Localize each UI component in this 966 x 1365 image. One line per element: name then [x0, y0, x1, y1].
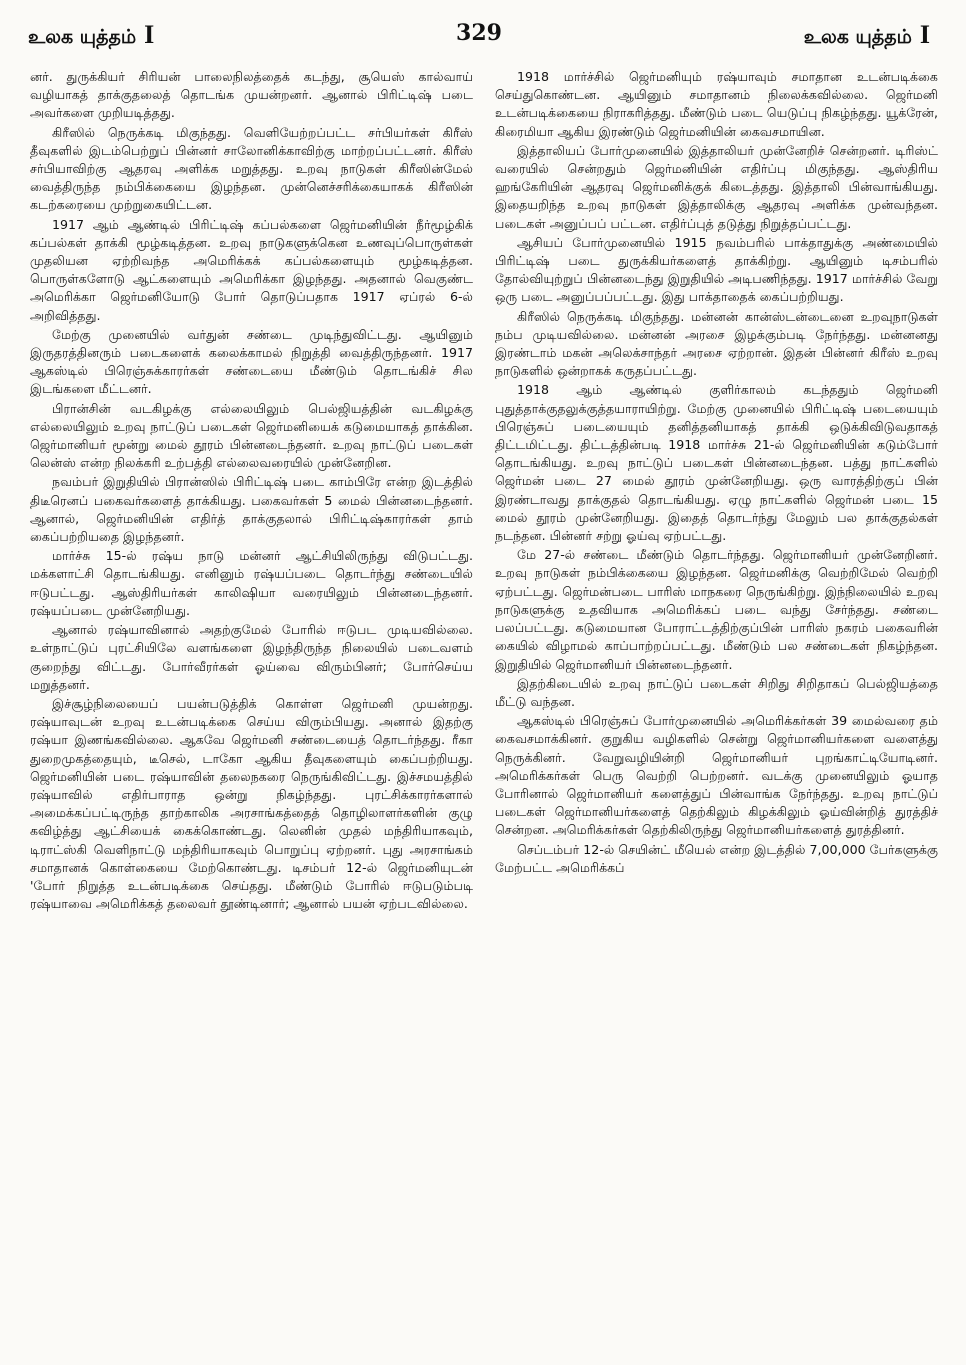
paragraph: இத்தாலியப் போர்முனையில் இத்தாலியர் முன்னேறிச் சென்றனர். டிரிஸ்ட் வரையில் சென்றதும் ஜெர்மனியின் எதிர்ப்பு மிகுந்தது. ஆஸ்திரிய ஹங்கேரியின் ஆதரவு ஜெர்மனிக்குக் கிடைத்தது. இத்தாலி பின்வாங்கியது. இதையறிந்த உறவு நாடுகள் இத்தாலிக்கு ஆதரவு அளிக்க முன்வந்தன. படைகள் அனுப்பப் பட்டன. எதிர்ப்புத் தடுத்து நிறுத்தப்பட்டது.: [495, 142, 938, 231]
paragraph: செப்டம்பர் 12-ல் செயின்ட் மீயெல் என்ற இடத்தில் 7,00,000 பேர்களுக்கு மேற்பட்ட அமெரிக்கப்: [495, 841, 938, 875]
paragraph: பிரான்சின் வடகிழக்கு எல்லையிலும் பெல்ஜியத்தின் வடகிழக்கு எல்லையிலும் உறவு நாட்டுப் படைகள் ஜெர்மனியைக் கடுமையாகத் தாக்கின. ஜெர்மானியர் மூன்று மைல் தூரம் பின்னடைந்தனர். உறவு நாட்டுப் படைகள் லென்ஸ் என்ற நிலக்கரி உற்பத்தி எல்லைவரையில் முன்னேறின.: [30, 400, 473, 471]
header-left-title-text: உலக யுத்தம்: [28, 26, 137, 48]
header-left-roman: I: [144, 20, 155, 49]
paragraph: கிரீஸில் நெருக்கடி மிகுந்தது. வெளியேற்றப்பட்ட சர்பியர்கள் கிரீஸ் தீவுகளில் இடம்பெற்றுப் பின்னர் சாலோனிக்காவிற்கு மாற்றப்பட்டனர். கிரீஸ் சர்பியாவிற்கு ஆதரவு அளிக்க மறுத்தது. உறவு நாடுகள் கிரீஸின்மேல் வைத்திருந்த நம்பிக்கையை இழந்தன. முன்னெச்சரிக்கையாகக் கிரீஸின் கடற்கரையை முற்றுகையிட்டன.: [30, 124, 473, 213]
paragraph: 1917 ஆம் ஆண்டில் பிரிட்டிஷ் கப்பல்களை ஜெர்மனியின் நீர்மூழ்கிக் கப்பல்கள் தாக்கி மூழ்கடித்தன. உறவு நாடுகளுக்கென உணவுப்பொருள்கள் முதலியன ஏற்றிவந்த அமெரிக்கக் கப்பல்களையும் மூழ்கடித்தன. பொருள்களோடு ஆட்களையும் அமெரிக்கா இழந்தது. அதனால் வெகுண்ட அமெரிக்கா ஜெர்மனியோடு போர் தொடுப்பதாக 1917 ஏப்ரல் 6-ல் அறிவித்தது.: [30, 216, 473, 323]
paragraph: மார்ச்சு 15-ல் ரஷ்ய நாடு மன்னர் ஆட்சியிலிருந்து விடுபட்டது. மக்களாட்சி தொடங்கியது. எனினும் ரஷ்யப்படை தொடர்ந்து சண்டையில் ஈடுபட்டது. ஆஸ்திரியர்கள் காலிஷியா வரையிலும் பின்னடைந்தனர். ரஷ்யப்படை முன்னேறியது.: [30, 548, 473, 618]
page-number: 329: [456, 20, 502, 46]
paragraph: ஆசியப் போர்முனையில் 1915 நவம்பரில் பாக்தாதுக்கு அண்மையில் பிரிட்டிஷ் படை துருக்கியர்களைத் தாக்கிற்று. ஆயினும் டிசம்பரில் தோல்வியுற்றுப் பின்னடைந்து இறுதியில் அடிபணிந்தது. 1917 மார்ச்சில் வேறு ஒரு படை அனுப்பப்பட்டது. இது பாக்தாதைக் கைப்பற்றியது.: [495, 234, 938, 305]
paragraph: னர். துருக்கியர் சிரியன் பாலைநிலத்தைக் கடந்து, சூயெஸ் கால்வாய் வழியாகத் தாக்குதலைத் தொடங்க முயன்றனர். ஆனால் பிரிட்டிஷ் படை அவர்களை முறியடித்தது.: [30, 69, 473, 121]
paragraph: மேற்கு முனையில் வர்துன் சண்டை முடிந்துவிட்டது. ஆயினும் இருதரத்தினரும் படைகளைக் கலைக்காமல் நிறுத்தி வைத்திருந்தனர். 1917 ஆகஸ்டில் பிரெஞ்சுக்காரர்கள் சண்டையை மீண்டும் தொடங்கிச் சில இடங்களை மீட்டனர்.: [30, 326, 473, 397]
left-column: [30, 68, 473, 1357]
header-right-title-text: உலக யுத்தம்: [803, 26, 912, 48]
paragraph: இச்சூழ்நிலையைப் பயன்படுத்திக் கொள்ள ஜெர்மனி முயன்றது. ரஷ்யாவுடன் உறவு உடன்படிக்கை செய்ய விரும்பியது. அனால் இதற்கு ரஷ்யா இணங்கவில்லை. ஆகவே ஜெர்மனி சண்டையைத் தொடர்ந்தது. ரீகா துறைமுகத்தையும், டீசெல், டாகோ ஆகிய தீவுகளையும் கைப்பற்றியது. ஜெர்மனியின் படை ரஷ்யாவின் தலைநகரை நெருங்கிவிட்டது. இச்சமயத்தில் ரஷ்யாவில் எதிர்பாராத ஒன்று நிகழ்ந்தது. புரட்சிக்காரர்களால் அமைக்கப்பட்டிருந்த தாற்காலிக அரசாங்கத்தைத் தொழிலாளர்களின் குழு கவிழ்த்து ஆட்சியைக் கைக்கொண்டது. லெனின் முதல் மந்திரியாகவும், டிராட்ஸ்கி வெளிநாட்டு மந்திரியாகவும் பொறுப்பு ஏற்றனர். புது அரசாங்கம் சமாதானக் கொள்கையை மேற்கொண்டது. டிசம்பர் 12-ல் ஜெர்மனியுடன் 'போர் நிறுத்த உடன்படிக்கை செய்தது. மீண்டும் போரில் ஈடுபடும்படி ரஷ்யாவை அமெரிக்கத் தலைவர் தூண்டினார்; ஆனால் பயன் ஏற்படவில்லை.: [30, 695, 473, 912]
running-head: [28, 20, 930, 64]
paragraph: 1918 ஆம் ஆண்டில் குளிர்காலம் கடந்ததும் ஜெர்மனி புதுத்தாக்குதலுக்குத்தயாராயிற்று. மேற்கு முனையில் பிரிட்டிஷ் படையையும் பிரெஞ்சுப் படையையும் தனித்தனியாகத் தாக்கி ஒடுக்கிவிடுவதாகத் திட்டமிட்டது. திட்டத்தின்படி 1918 மார்ச்சு 21-ல் ஜெர்மனியின் கடும்போர் தொடங்கியது. உறவு நாட்டுப் படைகள் பின்னடைந்தன. பத்து நாட்களில் ஜெர்மன் படை 27 மைல் தூரம் முன்னேறியது. ஒரு வாரத்திற்குப் பின் இரண்டாவது தாக்குதல் தொடங்கியது. ஏழு நாட்களில் ஜெர்மன் படை 15 மைல் தூரம் முன்னேறியது. இதைத் தொடர்ந்து மேலும் பல தாக்குதல்கள் நடந்தன. பின்னர் சற்று ஓய்வு ஏற்பட்டது.: [495, 382, 938, 544]
paragraph: ஆனால் ரஷ்யாவினால் அதற்குமேல் போரில் ஈடுபட முடியவில்லை. உள்நாட்டுப் புரட்சியிலே வளங்களை இழந்திருந்த நிலையில் படைவளம் குறைந்து விட்டது. போர்வீரர்கள் ஓய்வை விரும்பினர்; போர்செய்ய மறுத்தனர்.: [30, 622, 473, 692]
paragraph: இதற்கிடையில் உறவு நாட்டுப் படைகள் சிறிது சிறிதாகப் பெல்ஜியத்தை மீட்டு வந்தன.: [495, 675, 938, 709]
paragraph: மே 27-ல் சண்டை மீண்டும் தொடர்ந்தது. ஜெர்மானியர் முன்னேறினர். உறவு நாடுகள் நம்பிக்கையை இழந்தன. ஜெர்மனிக்கு வெற்றிமேல் வெற்றி ஏற்பட்டது. ஜெர்மன்படை பாரிஸ் மாநகரை நெருங்கிற்று. இந்நிலையில் உறவு நாடுகளுக்கு உதவியாக அமெரிக்கப் படை வந்து சேர்ந்தது. சண்டை பலப்பட்டது. கடுமையான போராட்டத்திற்குப்பின் பாரிஸ் நகரம் பகைவரின் கையில் விழாமல் காப்பாற்றப்பட்டது. மீண்டும் பல சண்டைகள் நிகழ்ந்தன. இறுதியில் ஜெர்மானியர் பின்னடைந்தனர்.: [495, 547, 938, 672]
article-body: [30, 68, 938, 1357]
header-right-title: [804, 20, 930, 51]
right-column: [495, 68, 938, 1357]
paragraph: நவம்பர் இறுதியில் பிரான்ஸில் பிரிட்டிஷ் படை காம்பிரே என்ற இடத்தில் திடீரெனப் பகைவர்களைத் தாக்கியது. பகைவர்கள் 5 மைல் பின்னடைந்தனர். ஆனால், ஜெர்மனியின் எதிர்த் தாக்குதலால் பிரிட்டிஷ்காரர்கள் தாம் கைப்பற்றியதை இழந்தனர்.: [30, 474, 473, 545]
paragraph: ஆகஸ்டில் பிரெஞ்சுப் போர்முனையில் அமெரிக்கர்கள் 39 மைல்வரை தம் கைவசமாக்கினர். குறுகிய வழிகளில் சென்று ஜெர்மானியர்களை வளைத்து நெருக்கினர். வேறுவழியின்றி ஜெர்மானியர் புறங்காட்டியோடினர். அமெரிக்கர்கள் பெரு வெற்றி பெற்றனர். வடக்கு முனையிலும் ஓயாத போரினால் ஜெர்மானியர் களைத்துப் பின்வாங்க நேர்ந்தது. உறவு நாட்டுப் படைகள் ஜெர்மானியர்களைத் தெற்கிலும் கிழக்கிலும் ஓய்வின்றித் துரத்திச் சென்றன. அமெரிக்கர்கள் தெற்கிலிருந்து ஜெர்மானியர்களைத் துரத்தினர்.: [495, 713, 938, 838]
paragraph: கிரீஸில் நெருக்கடி மிகுந்தது. மன்னன் கான்ஸ்டன்டைனை உறவுநாடுகள் நம்ப முடியவில்லை. மன்னன் அரசை இழக்கும்படி நேர்ந்தது. மன்னனது இரண்டாம் மகன் அலெக்சாந்தர் அரசை ஏற்றான். இதன் பின்னர் கிரீஸ் உறவு நாடுகளில் ஒன்றாகக் கருதப்பட்டது.: [495, 308, 938, 379]
header-right-roman: I: [919, 20, 930, 49]
paragraph: 1918 மார்ச்சில் ஜெர்மனியும் ரஷ்யாவும் சமாதான உடன்படிக்கை செய்துகொண்டன. ஆயினும் சமாதானம் நிலைக்கவில்லை. ஜெர்மனி உடன்படிக்கையை நிராகரித்தது. மீண்டும் படை யெடுப்பு நிகழ்ந்தது. யூக்ரேன், கிரைமியா ஆகிய இரண்டும் ஜெர்மனியின் கைவசமாயின.: [495, 69, 938, 139]
